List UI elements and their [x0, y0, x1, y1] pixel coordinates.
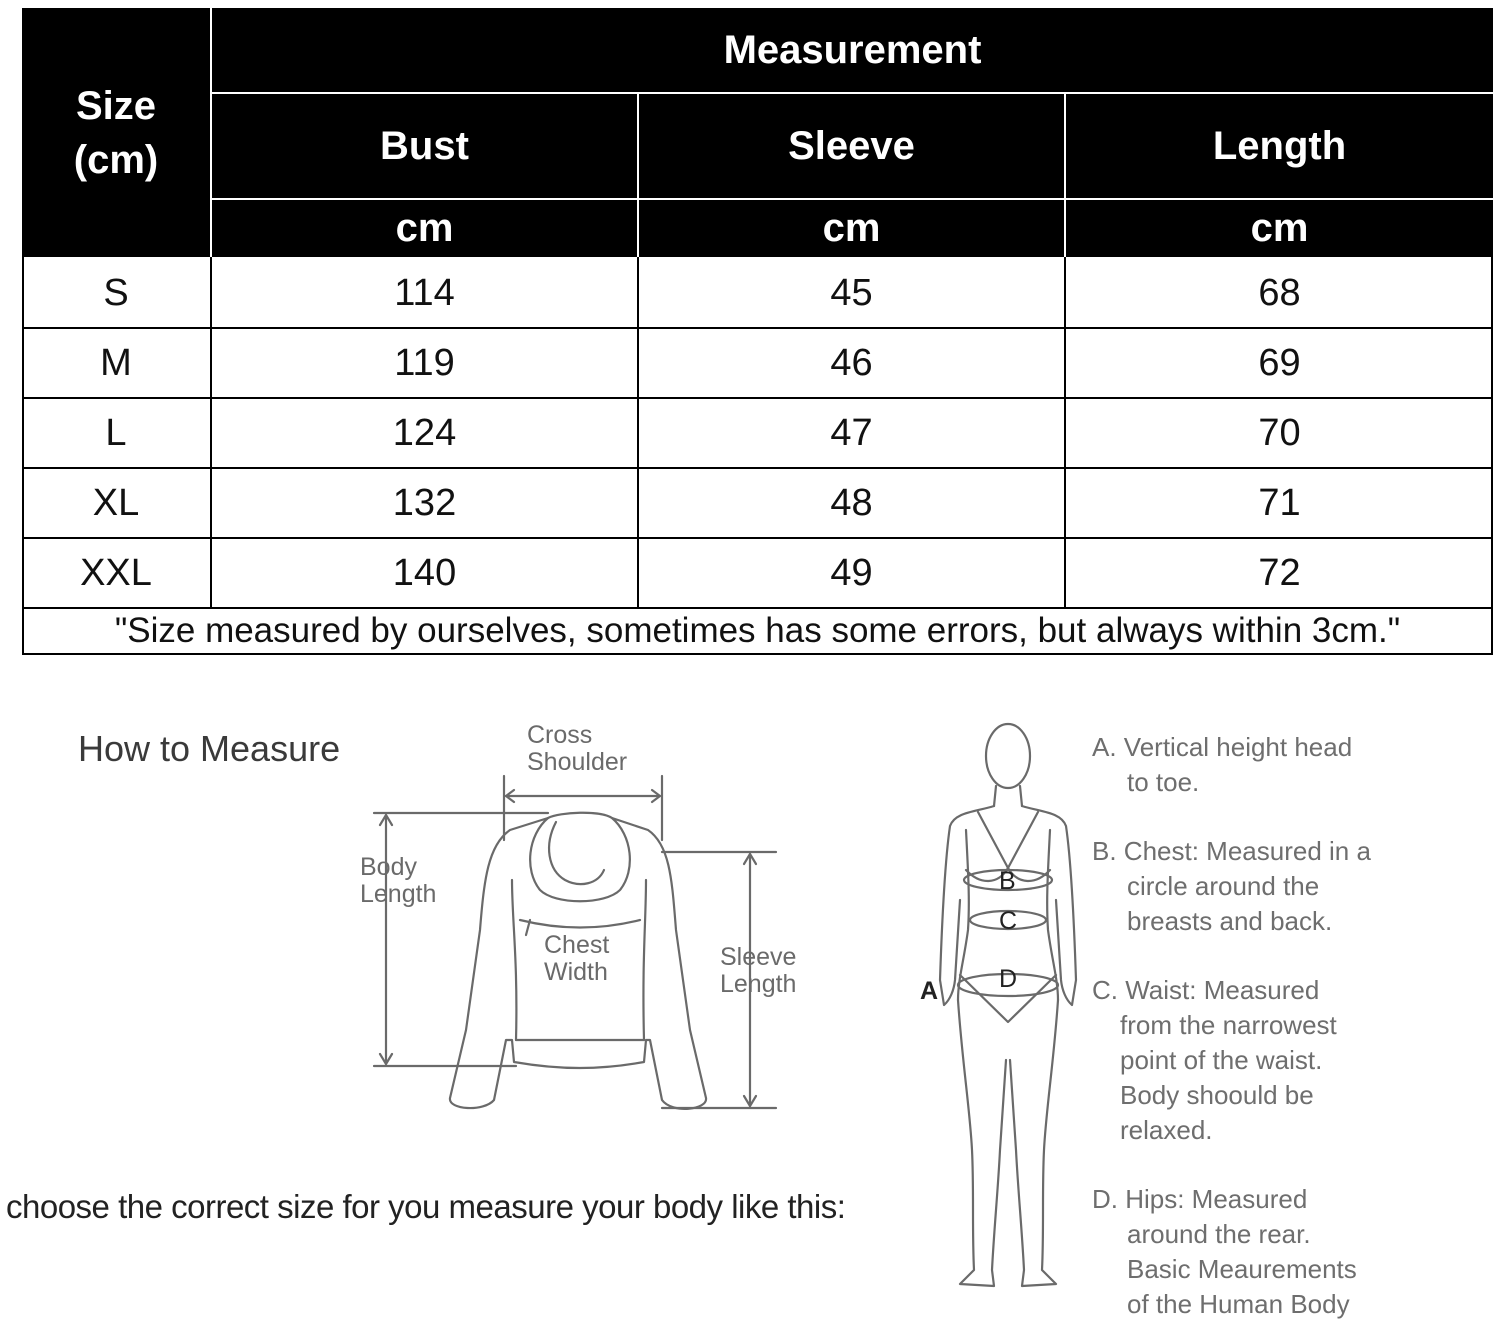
cross-shoulder-line1: Cross	[527, 721, 593, 749]
size-cell: XL	[22, 469, 210, 537]
body-letter-c: C	[999, 907, 1018, 935]
bust-cell: 140	[212, 539, 637, 607]
chest-width-line2: Width	[544, 958, 608, 986]
body-length-line2: Length	[360, 880, 437, 908]
how-to-measure-title: How to Measure	[78, 728, 341, 769]
bust-cell: 124	[212, 399, 637, 467]
body-length-line1: Body	[360, 853, 417, 881]
legend-item-line: to toe.	[1127, 767, 1200, 797]
legend-item-line: around the rear.	[1127, 1219, 1311, 1249]
legend-item-chest	[1092, 834, 1371, 939]
column-header-bust-label: Bust	[380, 123, 469, 168]
length-cell: 70	[1066, 399, 1493, 467]
length-cell: 72	[1066, 539, 1493, 607]
bust-cell: 114	[212, 259, 637, 327]
size-cell: S	[22, 259, 210, 327]
unit-length-label: cm	[1250, 206, 1309, 250]
body-letter-a: A	[920, 977, 939, 1005]
cross-shoulder-line2: Shoulder	[527, 748, 628, 776]
measurement-header-label: Measurement	[723, 27, 982, 72]
bust-cell: 119	[212, 329, 637, 397]
size-header-line1: Size	[75, 83, 157, 128]
chest-width-line1: Chest	[544, 931, 610, 959]
legend-item-line: point of the waist.	[1120, 1045, 1323, 1075]
legend-item-line: Body shoould be	[1120, 1080, 1314, 1110]
size-cell: XXL	[22, 539, 210, 607]
column-header-sleeve-label: Sleeve	[788, 123, 915, 168]
legend-item-line: breasts and back.	[1127, 906, 1333, 936]
length-cell: 71	[1066, 469, 1493, 537]
legend-item-waist	[1092, 973, 1337, 1148]
sleeve-cell: 46	[639, 329, 1064, 397]
legend-item-line: circle around the	[1127, 871, 1320, 901]
column-header-length-label: Length	[1212, 123, 1347, 168]
sleeve-cell: 48	[639, 469, 1064, 537]
size-note: "Size measured by ourselves, sometimes has some errors, but always within 3cm."	[114, 611, 1401, 650]
bust-cell: 132	[212, 469, 637, 537]
size-cell: M	[22, 329, 210, 397]
legend-item-head: B. Chest: Measured in a	[1092, 836, 1371, 866]
legend-item-hips	[1092, 1182, 1357, 1322]
legend-item-head: A. Vertical height head	[1092, 732, 1353, 762]
sleeve-length-line1: Sleeve	[720, 943, 797, 971]
sleeve-cell: 47	[639, 399, 1064, 467]
body-letter-b: B	[999, 867, 1016, 895]
legend-item-head: D. Hips: Measured	[1092, 1184, 1308, 1214]
length-cell: 68	[1066, 259, 1493, 327]
unit-bust-label: cm	[395, 206, 454, 250]
length-cell: 69	[1066, 329, 1493, 397]
legend-item-head: C. Waist: Measured	[1092, 975, 1320, 1005]
size-cell: L	[22, 399, 210, 467]
sleeve-length-line2: Length	[720, 970, 797, 998]
sleeve-cell: 49	[639, 539, 1064, 607]
sleeve-cell: 45	[639, 259, 1064, 327]
legend-item-line: relaxed.	[1120, 1115, 1213, 1145]
body-letter-d: D	[999, 965, 1018, 993]
legend-item-line: Basic Meaurements	[1127, 1254, 1357, 1284]
legend-item-height	[1092, 730, 1352, 800]
legend-item-line: of the Human Body	[1127, 1289, 1350, 1319]
head-shape	[986, 724, 1030, 788]
size-header-line2: (cm)	[73, 137, 159, 182]
instruction-text: choose the correct size for you measure your body like this:	[6, 1188, 846, 1225]
unit-sleeve-label: cm	[822, 206, 881, 250]
legend-item-line: from the narrowest	[1120, 1010, 1337, 1040]
